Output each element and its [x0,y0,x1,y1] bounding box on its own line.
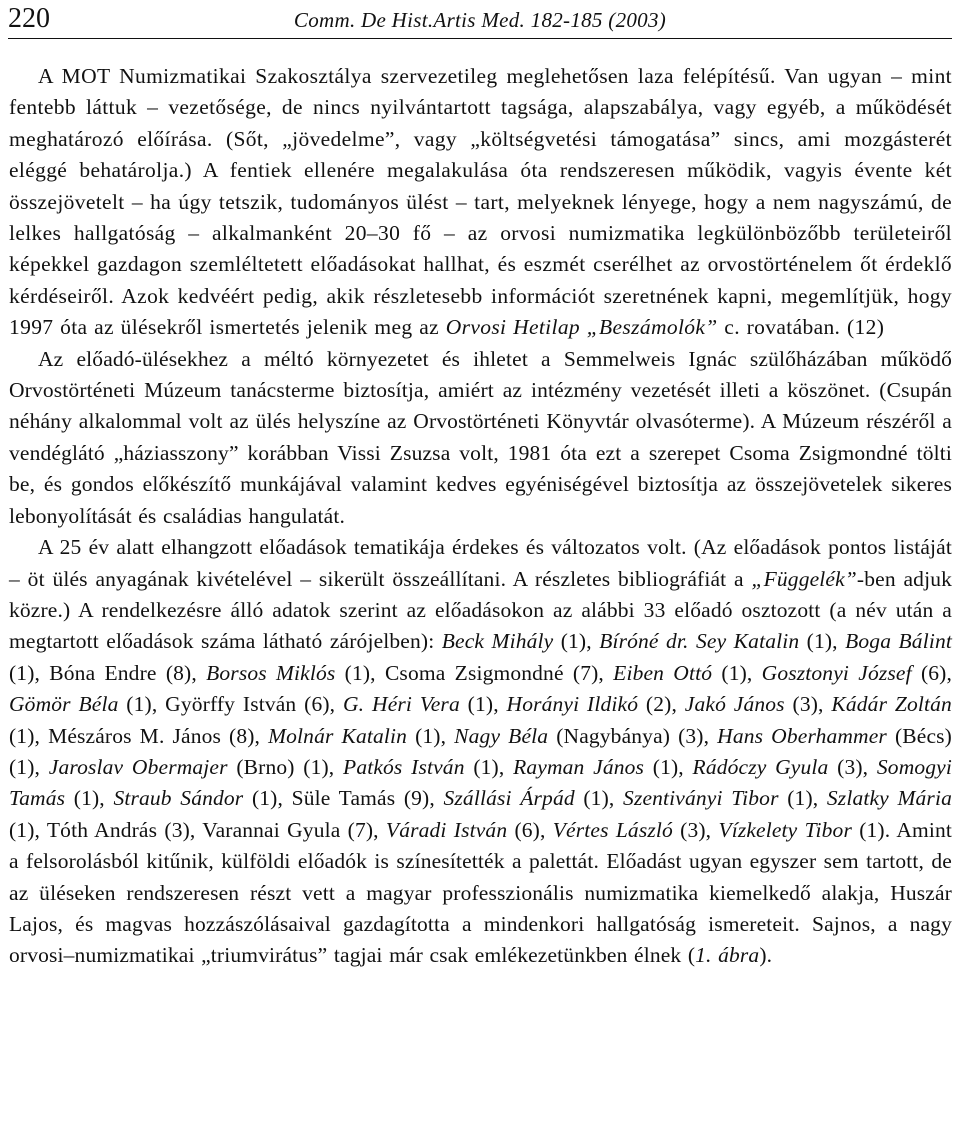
italic-text-run: Straub Sándor [113,786,244,811]
italic-text-run: „Függelék” [751,566,857,591]
running-head [8,2,952,36]
article-body [9,61,952,972]
text-run: (1), [407,723,455,748]
italic-text-run: Rádóczy Gyula [692,754,829,779]
italic-text-run: Somogyi Tamás [9,754,952,811]
text-run: (Nagybánya) (3), [548,723,718,748]
italic-text-run: Nagy Béla [454,723,549,748]
text-run: (1), Györffy István (6), [118,692,343,717]
italic-text-run: Patkós István [343,754,465,779]
italic-text-run: Váradi István [385,817,508,842]
italic-text-run: Szentiványi Tibor [623,786,779,811]
italic-text-run: Szállási Árpád [443,786,575,811]
italic-text-run: Gosztonyi József [761,660,912,685]
italic-text-run: Jakó János [684,692,785,717]
italic-text-run: Beck Mihály [441,629,554,654]
italic-text-run: Rayman János [513,754,645,779]
text-run: (1), [65,786,114,811]
italic-text-run: Molnár Katalin [268,723,408,748]
italic-text-run: Kádár Zoltán [831,692,952,717]
italic-text-run: G. Héri Vera [343,692,460,717]
text-run: (1), [464,754,514,779]
text-run: (1), Tóth András (3), Varannai Gyula (7), [9,817,386,842]
italic-text-run: Borsos Miklós [206,660,336,685]
text-run: (1), [644,754,693,779]
text-run: (Bécs) (1), [9,723,952,779]
text-run: ). [759,943,773,968]
text-run: (3), [828,754,877,779]
italic-text-run: Vízkelety Tibor [718,817,852,842]
italic-text-run: Jaroslav Obermajer [48,754,228,779]
text-run: (6), [911,660,952,685]
text-run: (Brno) (1), [227,754,344,779]
italic-text-run: Bíróné dr. Sey Katalin [599,629,800,654]
italic-text-run: Gömör Béla [9,692,119,717]
text-run: (2), [638,692,685,717]
text-run: (1), [553,629,600,654]
journal-citation: Comm. De Hist.Artis Med. 182-185 (2003) [293,8,667,32]
page-number: 220 [8,3,50,34]
paragraph [9,61,952,344]
text-run: A 25 év alatt elhangzott előadások tematikája érdekes és változatos volt. (Az előadások pontos listáját – öt ülés anyagának kivételével – sikerült összeállítani. A részletes bibliográfiát a [9,535,952,591]
header-rule [8,38,952,39]
text-run: (1), Csoma Zsigmondné (7), [335,660,614,685]
text-run: -ben adjuk közre.) A rendelkezésre álló adatok szerint az előadásokon az alábbi 33 előadó osztozott (a név után a megtartott előadások száma látható zárójelben): [9,566,953,654]
italic-text-run: 1. ábra [695,943,760,968]
text-run: (6), [507,817,553,842]
italic-text-run: Vértes László [552,817,673,842]
italic-text-run: Horányi Ildikó [506,692,639,717]
text-run: (1), [574,786,624,811]
paragraph [9,344,952,532]
italic-text-run: Orvosi Hetilap „Beszámolók” [445,315,718,340]
text-run: A MOT Numizmatikai Szakosztálya szervezetileg meglehetősen laza felépítésű. Van ugyan – mint fentebb láttuk – vezetősége, de nincs nyilvántartott tagsága, alapszabálya, vagy egyéb, a működését meghatározó előírása. (Sőt, „jövedelme”, vagy „költségvetési támogatása” sincs, ami mozgásterét eléggé behatárolja.) A fentiek ellenére megalakulása óta rendszeresen működik, vagyis évente két összejövetelt – ha úgy tetszik, tudományos ülést – tart, melyeknek lényege, hogy a nem nagyszámú, de lelkes hallgatóság – alkalmanként 20–30 fő – az orvosi numizmatika legkülönbözőbb területeiről képekkel gazdagon szemléltetett előadásokat hallhat, és eszmét cserélhet az orvostörténelem őt érdeklő kérdéseiről. Azok kedvéért pedig, akik részletesebb információt szeretnének kapni, megemlítjük, hogy 1997 óta az ülésekről ismertetés jelenik meg az [9,64,952,340]
text-run: (1), Süle Tamás (9), [243,786,444,811]
text-run: (1), [778,786,827,811]
text-run: (1), [459,692,507,717]
text-run: c. rovatában. (12) [717,315,885,340]
text-run: (3), [784,692,832,717]
text-run: (1), Bóna Endre (8), [9,660,207,685]
italic-text-run: Boga Bálint [845,629,952,654]
italic-text-run: Eiben Ottó [613,660,713,685]
text-run: Az előadó-ülésekhez a méltó környezetet és ihletet a Semmelweis Ignác szülőházában működő Orvostörténeti Múzeum tanácsterme biztosítja, amiért az intézmény vezetését illeti a köszönet. (Csupán néhány alkalommal volt az ülés helyszíne az Orvostörténeti Könyvtár olvasóterme). A Múzeum részéről a vendéglátó „háziasszony” korábban Vissi Zsuzsa volt, 1981 óta ezt a szerepet Csoma Zsigmondné tölti be, és gondos előkészítő munkájával valamint kedves egyéniségével biztosítja az összejövetelek sikeres lebonyolítását és családias hangulatát. [9,346,952,528]
paragraph [9,532,952,972]
text-run: (1), [799,629,846,654]
text-run: (1), Mészáros M. János (8), [9,723,269,748]
italic-text-run: Szlatky Mária [826,786,952,811]
text-run: (1). Amint a felsorolásból kitűnik, külföldi előadók is színesítették a palettát. Előadást ugyan egyszer sem tartott, de az üléseken rendszeresen részt vett a magyar professzionális numizmatika kiemelkedő alakja, Huszár Lajos, és magvas hozzászólásaival gazdagította a mindenkori hallgatóság ismereteit. Sajnos, a nagy orvosi–numizmatikai „triumvirátus” tagjai már csak emlékezetünkben élnek ( [9,817,953,968]
italic-text-run: Hans Oberhammer [717,723,887,748]
text-run: (3), [672,817,719,842]
text-run: (1), [712,660,762,685]
